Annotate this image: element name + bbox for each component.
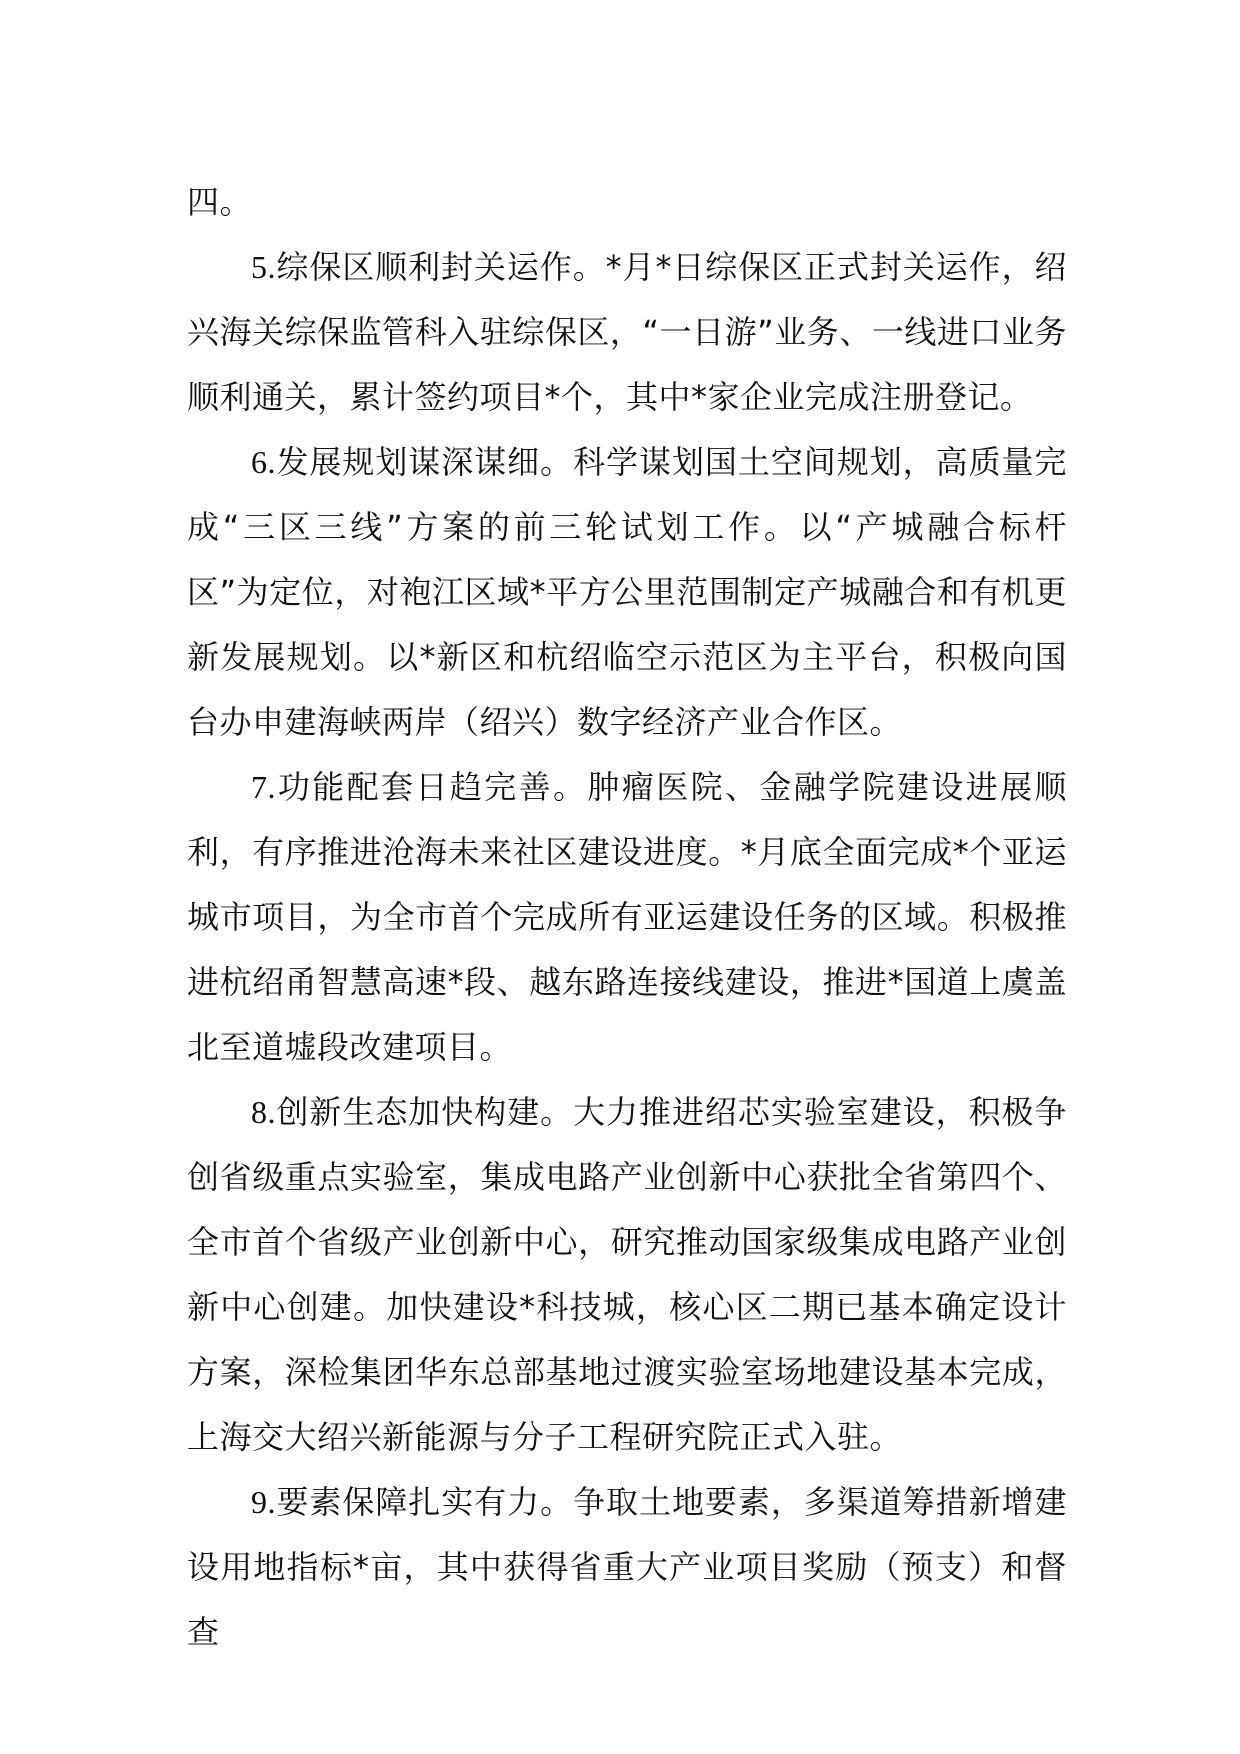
paragraph-9: [187, 1470, 1067, 1665]
paragraph-6: [187, 430, 1067, 755]
paragraph-text: 发展规划谋深谋细。科学谋划国土空间规划，高质量完成“三区三线”方案的前三轮试划工作。以“产城融合标杆区”为定位，对袍江区域*平方公里范围制定产城融合和有机更新发展规划。以*新区和杭绍临空示范区为主平台，积极向国台办申建海峡两岸（绍兴）数字经济产业合作区。: [187, 443, 1067, 741]
paragraph-text: 创新生态加快构建。大力推进绍芯实验室建设，积极争创省级重点实验室，集成电路产业创新中心获批全省第四个、全市首个省级产业创新中心，研究推动国家级集成电路产业创新中心创建。加快建设*科技城，核心区二期已基本确定设计方案，深检集团华东总部基地过渡实验室场地建设基本完成，上海交大绍兴新能源与分子工程研究院正式入驻。: [187, 1093, 1067, 1456]
paragraph-text: 综保区顺利封关运作。*月*日综保区正式封关运作，绍兴海关综保监管科入驻综保区，“一日游”业务、一线进口业务顺利通关，累计签约项目*个，其中*家企业完成注册登记。: [187, 248, 1067, 416]
paragraph-number: 6.: [251, 444, 276, 480]
paragraph-7: [187, 755, 1067, 1080]
paragraph-text: 功能配套日趋完善。肿瘤医院、金融学院建设进展顺利，有序推进沧海未来社区建设进度。*月底全面完成*个亚运城市项目，为全市首个完成所有亚运建设任务的区域。积极推进杭绍甬智慧高速*段、越东路连接线建设，推进*国道上虞盖北至道墟段改建项目。: [187, 768, 1067, 1066]
paragraph-text: 要素保障扎实有力。争取土地要素，多渠道筹措新增建设用地指标*亩，其中获得省重大产业项目奖励（预支）和督查: [187, 1483, 1067, 1651]
document-body: [187, 170, 1067, 1665]
paragraph-text: 四。: [187, 183, 253, 221]
paragraph-8: [187, 1080, 1067, 1470]
paragraph-number: 9.: [251, 1484, 276, 1520]
paragraph-number: 8.: [251, 1094, 276, 1130]
paragraph-5: [187, 235, 1067, 430]
paragraph-number: 7.: [251, 769, 276, 805]
paragraph-number: 5.: [251, 249, 276, 285]
paragraph-continuation: [187, 170, 1067, 235]
